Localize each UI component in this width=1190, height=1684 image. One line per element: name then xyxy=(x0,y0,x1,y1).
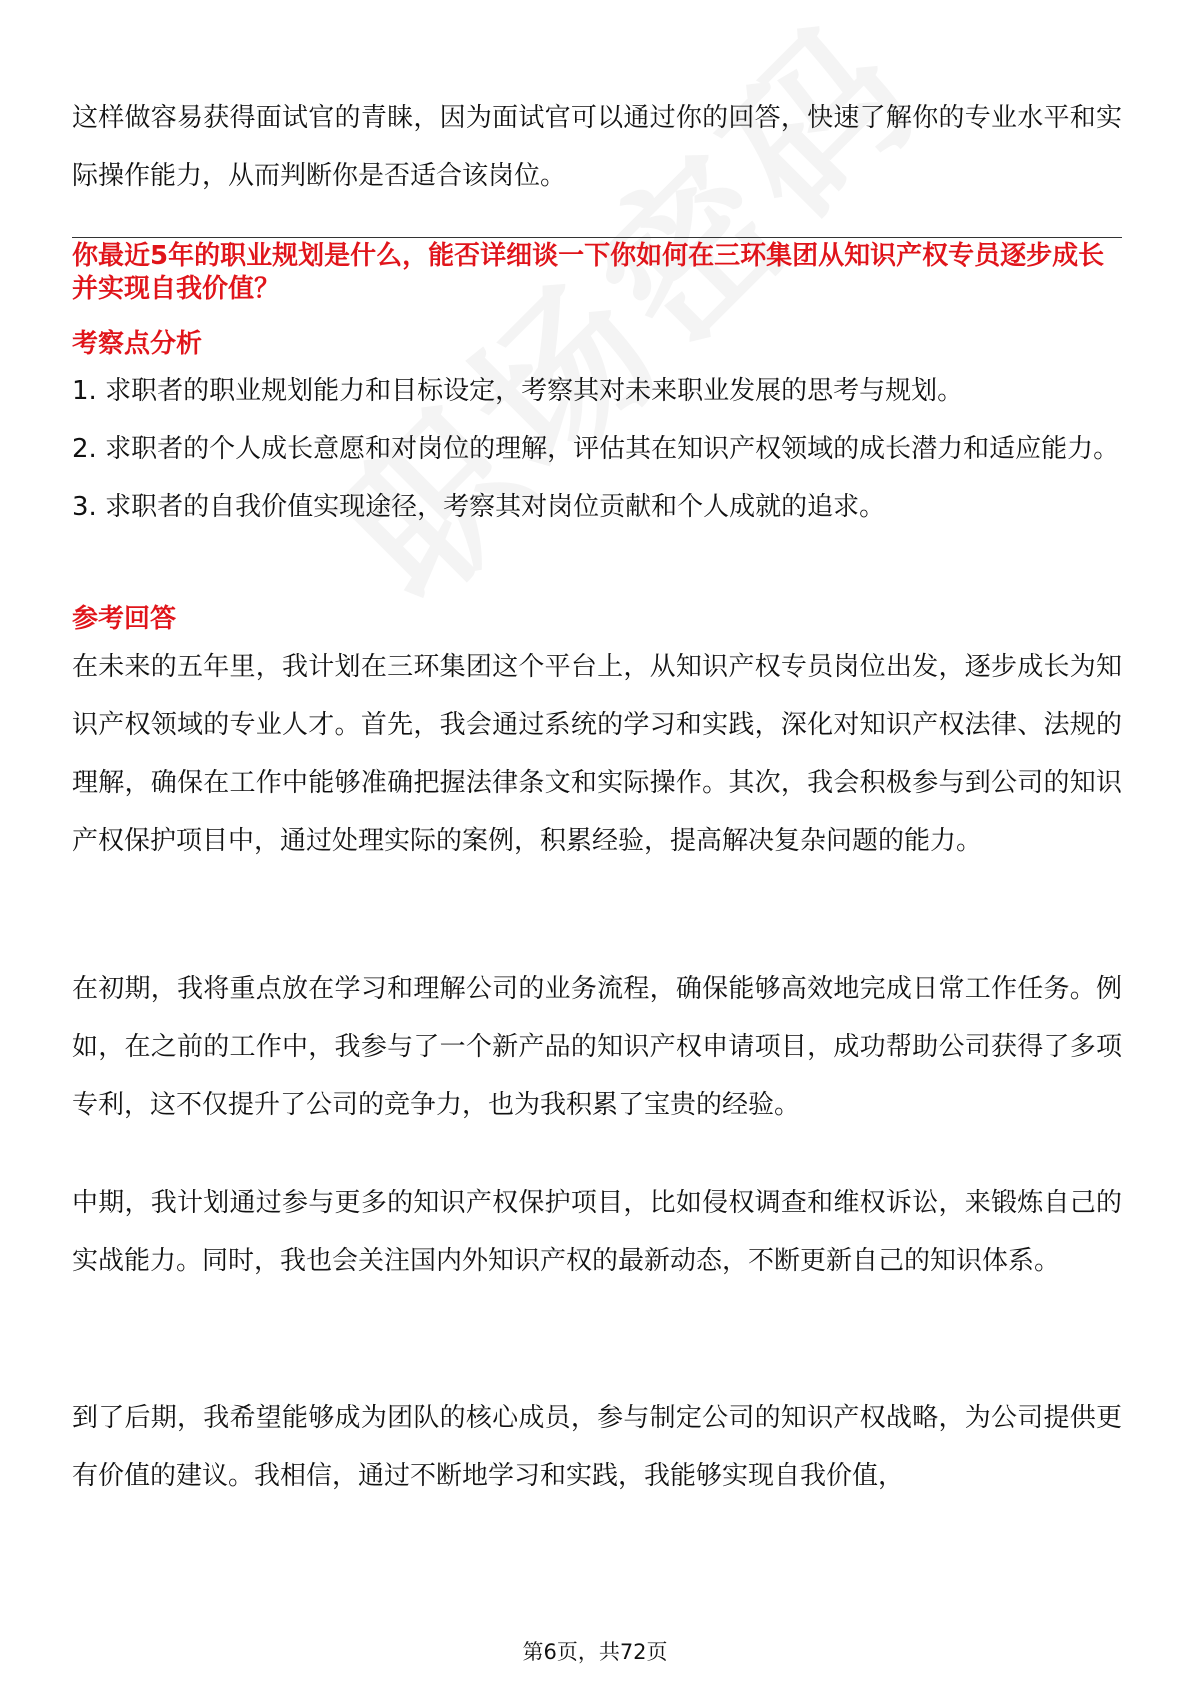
analysis-title: 考察点分析 xyxy=(72,329,203,359)
answer-section xyxy=(72,602,1122,636)
answer-paragraph-4 xyxy=(72,1389,1122,1505)
answer-paragraph: 到了后期，我希望能够成为团队的核心成员，参与制定公司的知识产权战略，为公司提供更有价值的建议。我相信，通过不断地学习和实践，我能够实现自我价值， xyxy=(72,1403,1122,1491)
answer-paragraph: 中期，我计划通过参与更多的知识产权保护项目，比如侵权调查和维权诉讼，来锻炼自己的实战能力。同时，我也会关注国内外知识产权的最新动态，不断更新自己的知识体系。 xyxy=(72,1188,1122,1276)
answer-paragraph-3 xyxy=(72,1174,1122,1290)
question-heading: 你最近5年的职业规划是什么，能否详细谈一下你如何在三环集团从知识产权专员逐步成长并实现自我价值？ xyxy=(72,241,1105,304)
section-divider xyxy=(72,237,1122,238)
answer-paragraph-1 xyxy=(72,638,1122,870)
answer-paragraph: 在未来的五年里，我计划在三环集团这个平台上，从知识产权专员岗位出发，逐步成长为知识产权领域的专业人才。首先，我会通过系统的学习和实践，深化对知识产权法律、法规的理解，确保在工作中能够准确把握法律条文和实际操作。其次，我会积极参与到公司的知识产权保护项目中，通过处理实际的案例，积累经验，提高解决复杂问题的能力。 xyxy=(72,652,1122,856)
answer-title: 参考回答 xyxy=(72,604,177,634)
question-section xyxy=(72,240,1122,306)
page-number-footer: 第6页，共72页 xyxy=(522,1640,668,1664)
analysis-item: 1. 求职者的职业规划能力和目标设定，考察其对未来职业发展的思考与规划。 xyxy=(72,376,964,406)
analysis-list xyxy=(72,362,1122,536)
answer-paragraph-2 xyxy=(72,960,1122,1134)
analysis-item: 3. 求职者的自我价值实现途径，考察其对岗位贡献和个人成就的追求。 xyxy=(72,492,886,522)
intro-paragraph: 这样做容易获得面试官的青睐，因为面试官可以通过你的回答，快速了解你的专业水平和实际操作能力，从而判断你是否适合该岗位。 xyxy=(72,103,1122,191)
analysis-section xyxy=(72,327,1122,361)
analysis-item: 2. 求职者的个人成长意愿和对岗位的理解，评估其在知识产权领域的成长潜力和适应能力。 xyxy=(72,434,1120,464)
answer-paragraph: 在初期，我将重点放在学习和理解公司的业务流程，确保能够高效地完成日常工作任务。例如，在之前的工作中，我参与了一个新产品的知识产权申请项目，成功帮助公司获得了多项专利，这不仅提升了公司的竞争力，也为我积累了宝贵的经验。 xyxy=(72,974,1122,1120)
intro-section xyxy=(72,89,1122,205)
